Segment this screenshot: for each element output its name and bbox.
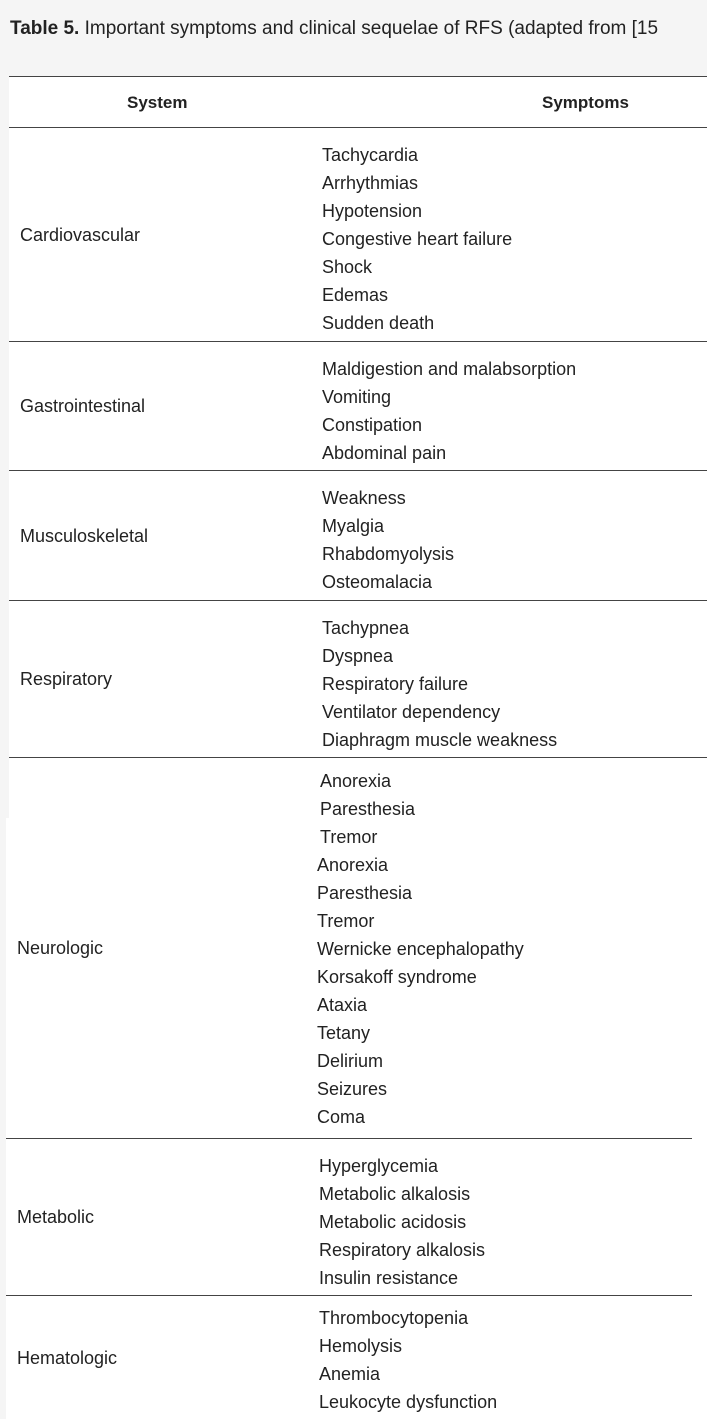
symptom-item: Shock <box>322 257 373 277</box>
symptom-item: Hemolysis <box>319 1336 403 1356</box>
left-gutter <box>0 76 9 818</box>
symptom-item: Metabolic acidosis <box>319 1212 467 1232</box>
symptom-item: Edemas <box>322 285 389 305</box>
table-row <box>9 470 707 601</box>
table-caption <box>10 17 707 41</box>
table-header-row <box>9 76 707 128</box>
symptoms-list <box>319 1304 497 1416</box>
table-row <box>9 600 707 758</box>
symptoms-list <box>322 355 576 467</box>
symptom-item: Paresthesia <box>317 883 413 903</box>
table-row <box>9 757 707 1139</box>
symptoms-list <box>322 614 557 754</box>
table-row <box>9 127 707 342</box>
system-cell: Gastrointestinal <box>20 396 146 416</box>
symptom-item: Vomiting <box>322 387 392 407</box>
symptom-item: Wernicke encephalopathy <box>317 939 524 959</box>
symptom-item: Dyspnea <box>322 646 394 666</box>
system-cell: Respiratory <box>20 669 113 689</box>
symptom-item: Weakness <box>322 488 406 508</box>
system-cell: Hematologic <box>17 1347 118 1368</box>
symptom-item: Coma <box>317 1107 366 1127</box>
symptom-item: Anorexia <box>317 855 389 875</box>
symptom-item: Constipation <box>322 415 423 435</box>
header-system: System <box>127 92 188 112</box>
symptom-item: Anorexia <box>320 771 392 791</box>
symptom-item: Ventilator dependency <box>322 702 501 722</box>
symptom-item: Abdominal pain <box>322 443 447 463</box>
table-row <box>9 341 707 471</box>
symptom-item: Seizures <box>317 1079 388 1099</box>
system-cell: Metabolic <box>17 1207 95 1227</box>
symptom-item: Leukocyte dysfunction <box>319 1392 498 1412</box>
table-caption-label: Table 5. <box>10 18 80 39</box>
header-symptoms: Symptoms <box>542 92 629 112</box>
symptom-item: Anemia <box>319 1364 381 1384</box>
symptom-item: Hyperglycemia <box>319 1156 439 1176</box>
symptom-item: Respiratory failure <box>322 674 469 694</box>
symptom-item: Insulin resistance <box>319 1268 459 1288</box>
symptoms-list <box>322 141 512 337</box>
symptom-item: Tachycardia <box>322 145 419 165</box>
symptom-item: Tachypnea <box>322 618 410 638</box>
symptoms-list <box>317 767 524 1131</box>
symptom-item: Hypotension <box>322 201 423 221</box>
system-cell: Cardiovascular <box>20 224 141 245</box>
table-row <box>6 1138 692 1296</box>
table-row <box>6 1295 692 1420</box>
symptom-item: Paresthesia <box>320 799 416 819</box>
symptom-item: Tetany <box>317 1023 371 1043</box>
symptom-item: Tremor <box>317 911 375 931</box>
table-caption-text: Important symptoms and clinical sequelae of RFS (adapted from [15 <box>79 18 659 39</box>
symptom-item: Diaphragm muscle weakness <box>322 730 558 750</box>
symptom-item: Delirium <box>317 1051 384 1071</box>
caption-band <box>0 0 707 76</box>
symptom-item: Thrombocytopenia <box>319 1308 469 1328</box>
symptom-item: Congestive heart failure <box>322 229 513 249</box>
symptom-item: Rhabdomyolysis <box>322 544 455 564</box>
symptom-item: Sudden death <box>322 313 435 333</box>
system-cell: Neurologic <box>17 938 104 958</box>
symptoms-list <box>322 484 454 596</box>
symptom-item: Arrhythmias <box>322 173 419 193</box>
symptom-item: Osteomalacia <box>322 572 433 592</box>
symptom-item: Korsakoff syndrome <box>317 967 477 987</box>
symptom-item: Ataxia <box>317 995 368 1015</box>
symptom-item: Myalgia <box>322 516 385 536</box>
system-cell: Musculoskeletal <box>20 525 149 546</box>
symptom-item: Respiratory alkalosis <box>319 1240 486 1260</box>
symptom-item: Metabolic alkalosis <box>319 1184 471 1204</box>
symptoms-list <box>319 1152 485 1292</box>
symptom-item: Tremor <box>320 827 378 847</box>
symptom-item: Maldigestion and malabsorption <box>322 359 577 379</box>
